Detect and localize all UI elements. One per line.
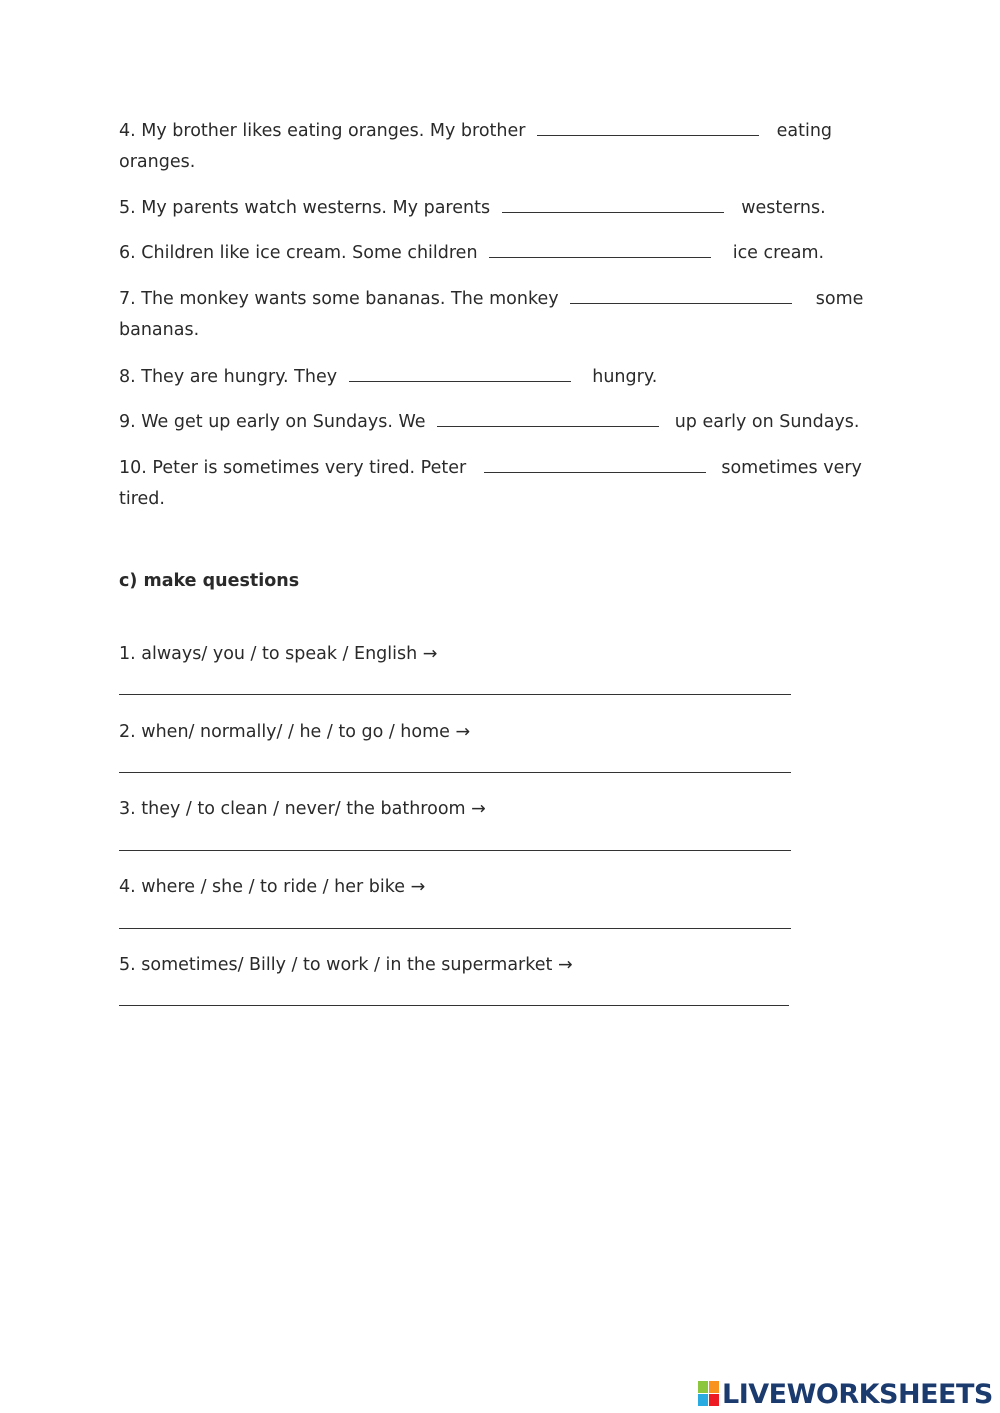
answer-line[interactable]	[119, 1005, 789, 1006]
sentence-text: westerns.	[741, 198, 826, 218]
sentence-text: ice cream.	[732, 243, 825, 263]
answer-blank[interactable]	[437, 410, 659, 427]
sentence-text: They are hungry. They	[141, 367, 338, 387]
sentence-5	[119, 196, 826, 219]
sentence-text: My parents watch westerns. My parents	[141, 198, 491, 218]
item-number: 4.	[119, 121, 136, 141]
sentence-text: Children like ice cream. Some children	[141, 243, 478, 263]
question-prompt: when/ normally/ / he / to go / home	[141, 722, 450, 742]
arrow-icon: →	[410, 877, 426, 897]
sentence-text: Peter is sometimes very tired. Peter	[152, 458, 467, 478]
question-4	[119, 876, 425, 898]
answer-line[interactable]	[119, 928, 791, 929]
item-number: 3.	[119, 799, 136, 819]
answer-line[interactable]	[119, 850, 791, 851]
sentence-10	[119, 456, 862, 479]
sentence-text: The monkey wants some bananas. The monkey	[141, 289, 559, 309]
sentence-9	[119, 410, 859, 433]
sentence-8	[119, 365, 657, 388]
answer-blank[interactable]	[489, 241, 711, 258]
arrow-icon: →	[455, 722, 471, 742]
sentence-text: some	[815, 289, 864, 309]
question-3	[119, 798, 486, 820]
item-number: 5.	[119, 198, 136, 218]
answer-blank[interactable]	[349, 365, 571, 382]
logo-text: LIVEWORKSHEETS	[722, 1378, 993, 1410]
answer-blank[interactable]	[484, 456, 706, 473]
sentence-6	[119, 241, 824, 264]
sentence-10-wrap: tired.	[119, 489, 165, 509]
question-1	[119, 643, 437, 665]
answer-line[interactable]	[119, 772, 791, 773]
item-number: 7.	[119, 289, 136, 309]
sentence-text: eating	[776, 121, 833, 141]
item-number: 9.	[119, 412, 136, 432]
question-prompt: they / to clean / never/ the bathroom	[141, 799, 466, 819]
arrow-icon: →	[557, 955, 573, 975]
item-number: 5.	[119, 955, 136, 975]
sentence-7	[119, 287, 863, 310]
item-number: 6.	[119, 243, 136, 263]
sentence-text: hungry.	[592, 367, 658, 387]
sentence-7-wrap: bananas.	[119, 320, 200, 340]
item-number: 2.	[119, 722, 136, 742]
arrow-icon: →	[422, 644, 438, 664]
question-prompt: where / she / to ride / her bike	[141, 877, 405, 897]
arrow-icon: →	[471, 799, 486, 819]
item-number: 1.	[119, 644, 136, 664]
section-heading: c) make questions	[119, 571, 300, 591]
item-number: 4.	[119, 877, 136, 897]
liveworksheets-logo	[698, 1379, 993, 1409]
sentence-text: We get up early on Sundays. We	[141, 412, 426, 432]
question-2	[119, 721, 470, 743]
item-number: 8.	[119, 367, 136, 387]
logo-mark-icon	[698, 1381, 720, 1407]
item-number: 10.	[119, 458, 147, 478]
answer-blank[interactable]	[570, 287, 792, 304]
question-prompt: sometimes/ Billy / to work / in the supermarket	[141, 955, 553, 975]
answer-line[interactable]	[119, 694, 791, 695]
sentence-4	[119, 119, 832, 142]
sentence-text: My brother likes eating oranges. My brother	[141, 121, 526, 141]
question-5	[119, 954, 573, 976]
sentence-text: up early on Sundays.	[674, 412, 860, 432]
answer-blank[interactable]	[502, 196, 724, 213]
sentence-4-wrap: oranges.	[119, 152, 196, 172]
question-prompt: always/ you / to speak / English	[141, 644, 418, 664]
sentence-text: sometimes very	[721, 458, 862, 478]
answer-blank[interactable]	[537, 119, 759, 136]
